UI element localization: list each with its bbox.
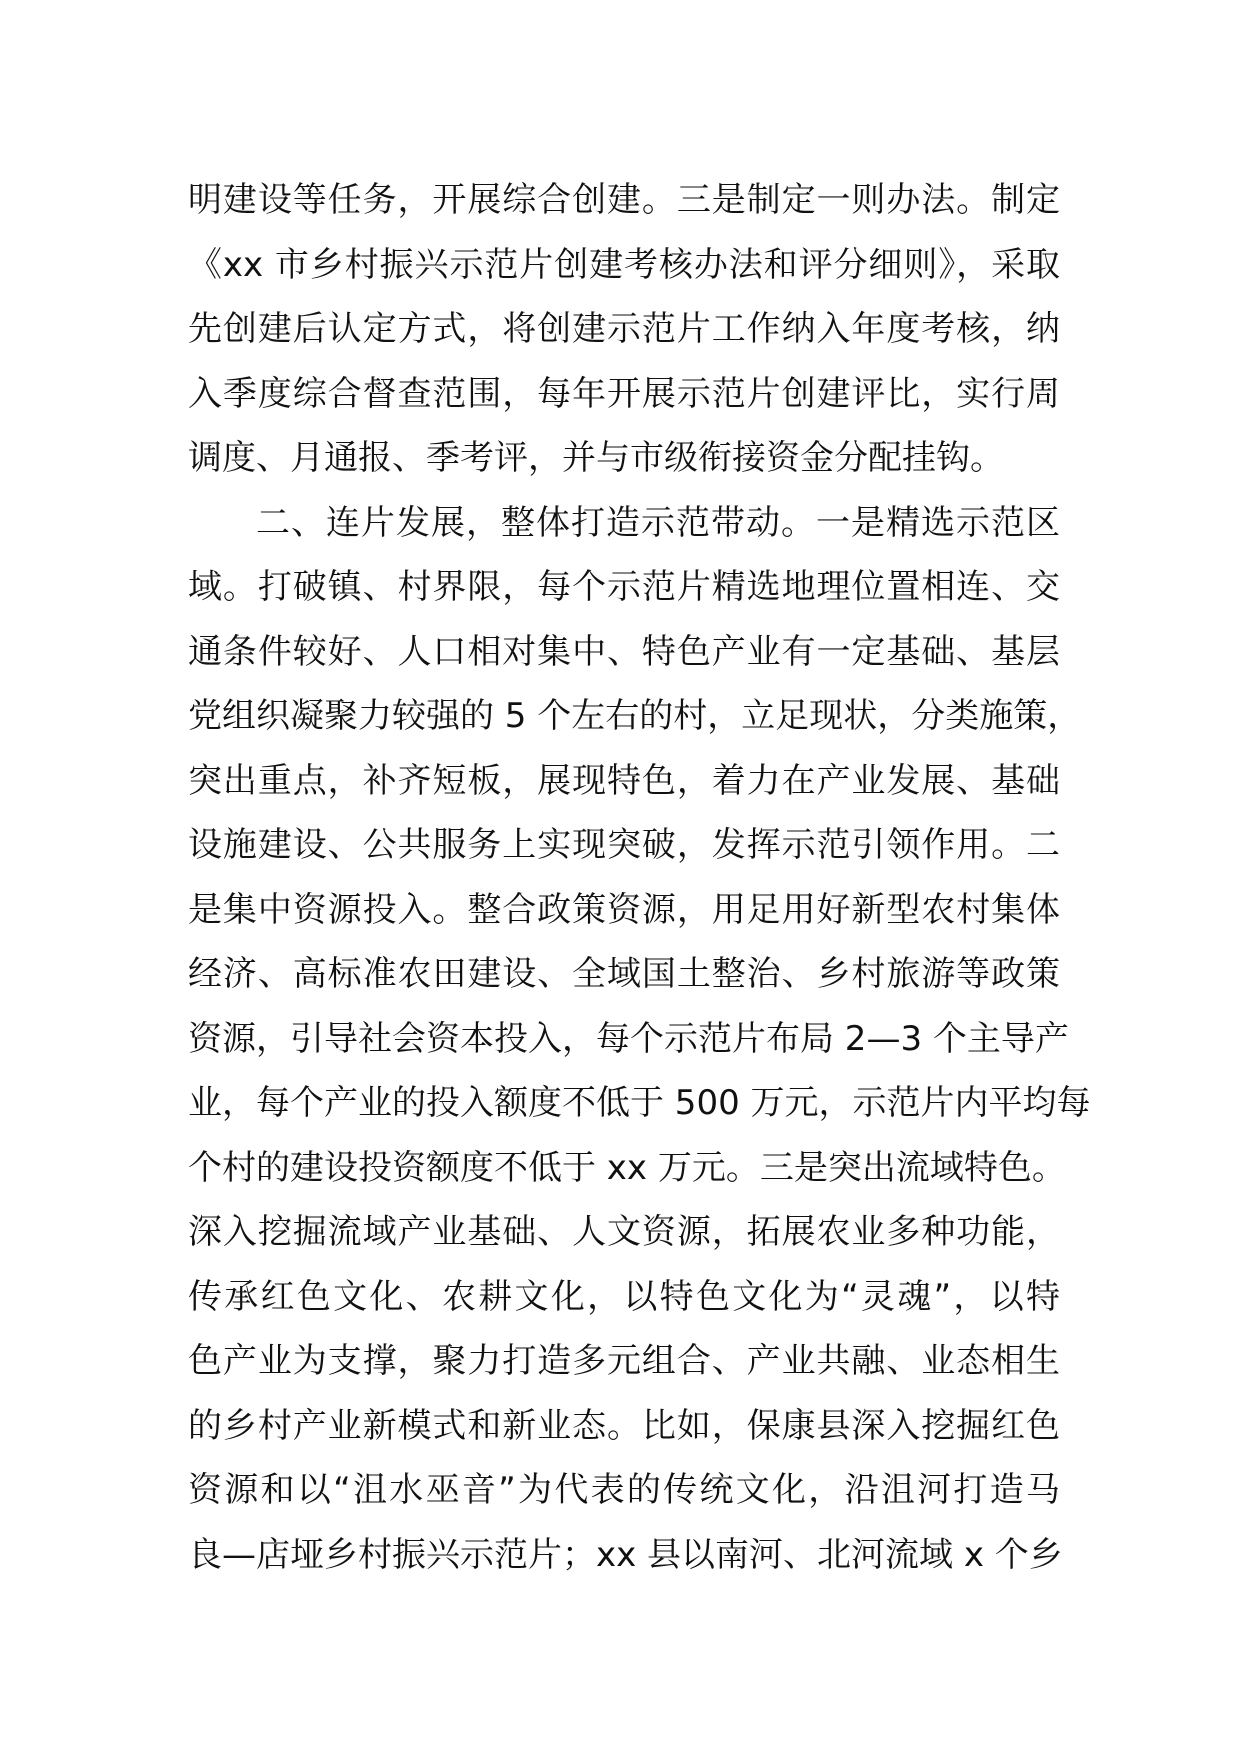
text-line: 个村的建设投资额度不低于 xx 万元。三是突出流域特色。	[188, 1147, 1066, 1188]
text-line: 调度、月通报、季考评，并与市级衔接资金分配挂钩。	[188, 438, 1004, 478]
text-line: 传承红色文化、农耕文化，以特色文化为“灵魂”，以特	[188, 1276, 1060, 1317]
text-line: 资源，引导社会资本投入，每个示范片布局 2—3 个主导产	[188, 1018, 1069, 1059]
text-line: 经济、高标准农田建设、全域国土整治、乡村旅游等政策	[188, 954, 1060, 994]
text-line: 《xx 市乡村振兴示范片创建考核办法和评分细则》，采取	[188, 244, 1060, 285]
section-heading-line: 二、连片发展，整体打造示范带动。一是精选示范区	[256, 502, 1060, 543]
text-line: 是集中资源投入。整合政策资源，用足用好新型农村集体	[188, 889, 1060, 930]
text-line: 资源和以“沮水巫音”为代表的传统文化，沿沮河打造马	[188, 1470, 1060, 1510]
text-line: 入季度综合督查范围，每年开展示范片创建评比，实行周	[188, 373, 1060, 414]
document-body	[188, 168, 1091, 1587]
text-line: 色产业为支撑，聚力打造多元组合、产业共融、业态相生	[188, 1341, 1060, 1381]
text-line: 的乡村产业新模式和新业态。比如，保康县深入挖掘红色	[188, 1405, 1060, 1446]
text-line: 突出重点，补齐短板，展现特色，着力在产业发展、基础	[188, 760, 1060, 801]
text-line: 深入挖掘流域产业基础、人文资源，拓展农业多种功能，	[188, 1212, 1060, 1252]
text-line: 良—店垭乡村振兴示范片；xx 县以南河、北河流域 x 个乡	[188, 1534, 1063, 1575]
text-line: 设施建设、公共服务上实现突破，发挥示范引领作用。二	[188, 825, 1060, 865]
text-line: 通条件较好、人口相对集中、特色产业有一定基础、基层	[188, 631, 1060, 672]
text-line: 党组织凝聚力较强的 5 个左右的村，立足现状，分类施策，	[188, 696, 1082, 736]
text-line: 业，每个产业的投入额度不低于 500 万元，示范片内平均每	[188, 1083, 1091, 1123]
text-line: 明建设等任务，开展综合创建。三是制定一则办法。制定	[188, 180, 1060, 220]
text-line: 域。打破镇、村界限，每个示范片精选地理位置相连、交	[188, 567, 1060, 607]
text-line: 先创建后认定方式，将创建示范片工作纳入年度考核，纳	[188, 309, 1060, 349]
